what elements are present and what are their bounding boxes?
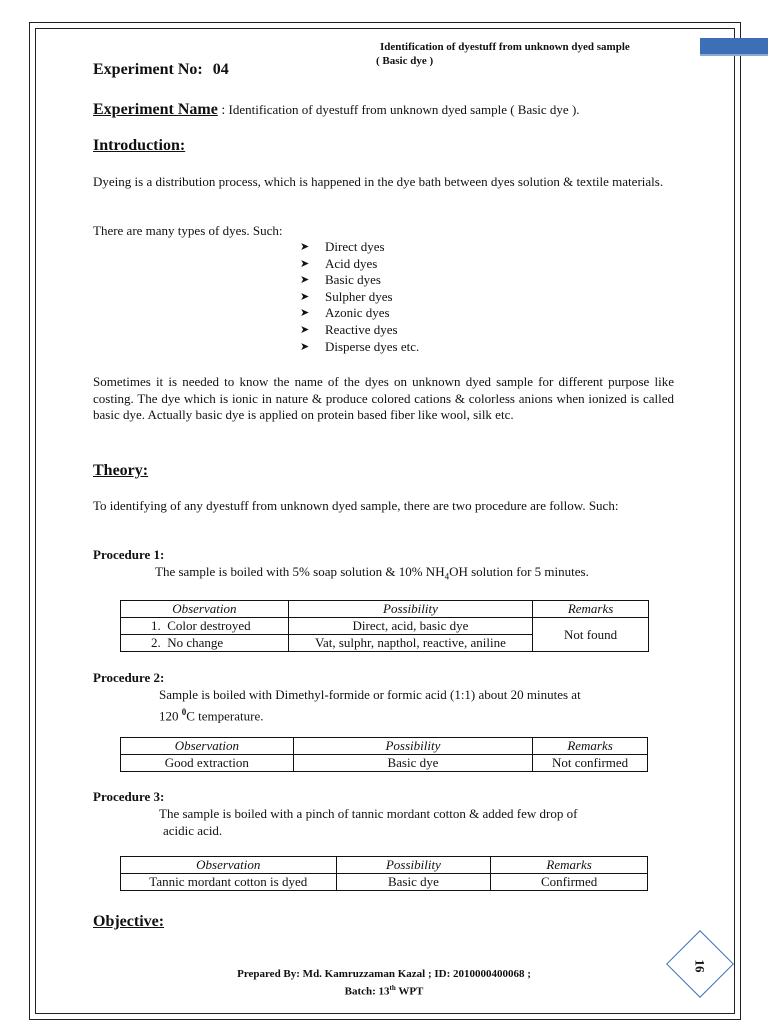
experiment-number-label: Experiment No: [93, 61, 203, 78]
possibility-cell: Direct, acid, basic dye [288, 618, 532, 635]
list-item [300, 272, 419, 289]
row-number: 2. [151, 635, 161, 650]
table-row [121, 874, 648, 891]
remarks-cell: Not confirmed [533, 755, 648, 772]
introduction-paragraph-2: There are many types of dyes. Such: [93, 223, 283, 238]
dye-types-list [300, 239, 419, 355]
procedure-3-line-2: acidic acid. [163, 823, 223, 838]
table-row [121, 618, 649, 635]
procedure-2-line-2b: C temperature. [186, 708, 264, 724]
theory-heading: Theory: [93, 462, 149, 479]
footer-batch-b: WPT [395, 985, 424, 996]
introduction-paragraph-3: Sometimes it is needed to know the name of the dyes on unknown dyed sample for different purpose like costing. The dye which is ionic in nature & produce colored cations & colorless anions when ionized is called basic dye. Actually basic dye is applied on protein based fiber like wool, silk etc. [93, 374, 674, 422]
observation-cell: Good extraction [121, 755, 294, 772]
dye-type-label: Sulpher dyes [325, 288, 393, 304]
running-header-line2: ( Basic dye ) [376, 55, 434, 67]
experiment-number-value: 04 [212, 61, 229, 78]
procedure-2-table [120, 737, 648, 772]
footer-batch [0, 984, 768, 996]
procedure-3-heading: Procedure 3: [93, 789, 165, 804]
procedure-2-line-1: Sample is boiled with Dimethyl-formide or formic acid (1:1) about 20 minutes at [159, 687, 581, 702]
table-row [121, 755, 648, 772]
introduction-paragraph-1: Dyeing is a distribution process, which is happened in the dye bath between dyes solution & textile materials. [93, 174, 664, 189]
footer-prepared-by: Prepared By: Md. Kamruzzaman Kazal ; ID: 2010000400068 ; [237, 968, 531, 980]
experiment-name-sep: : [217, 103, 226, 118]
column-header-observation: Observation [121, 601, 289, 618]
possibility-cell: Basic dye [293, 755, 532, 772]
procedure-2-superscript: 0 [181, 707, 187, 717]
header-accent-line [700, 54, 768, 56]
row-number: 1. [151, 618, 161, 633]
column-header-possibility: Possibility [336, 857, 491, 874]
objective-heading: Objective: [93, 913, 165, 930]
observation-cell [121, 618, 289, 635]
running-header [376, 40, 700, 68]
experiment-name [93, 101, 580, 119]
procedure-1-heading: Procedure 1: [93, 547, 165, 562]
column-header-observation: Observation [121, 738, 294, 755]
page-number: 16 [692, 959, 708, 973]
table-header-row [121, 601, 649, 618]
experiment-name-value: Identification of dyestuff from unknown dyed sample ( Basic dye ). [225, 102, 580, 117]
dye-type-label: Azonic dyes [325, 305, 390, 321]
arrow-bullet-icon: ➤ [300, 307, 310, 320]
procedure-1-subscript: 4 [444, 571, 450, 582]
table-header-row [121, 857, 648, 874]
table-header-row [121, 738, 648, 755]
list-item [300, 305, 419, 322]
observation-text: Color destroyed [167, 618, 251, 633]
list-item [300, 289, 419, 306]
arrow-bullet-icon: ➤ [300, 274, 310, 287]
column-header-remarks: Remarks [533, 738, 648, 755]
procedure-1-text [155, 564, 589, 585]
list-item [300, 322, 419, 339]
observation-cell: Tannic mordant cotton is dyed [121, 874, 337, 891]
dye-type-label: Disperse dyes etc. [325, 338, 420, 354]
procedure-1-text-a: The sample is boiled with 5% soap solution & 10% NH [155, 564, 445, 579]
arrow-bullet-icon: ➤ [300, 241, 310, 253]
procedure-1-text-b: OH solution for 5 minutes. [449, 564, 589, 579]
procedure-3-line-1: The sample is boiled with a pinch of tannic mordant cotton & added few drop of [159, 806, 578, 821]
procedure-2-line-2a: 120 [159, 708, 182, 724]
procedure-1-table [120, 600, 649, 652]
procedure-2-heading: Procedure 2: [93, 670, 165, 685]
remarks-cell: Not found [533, 618, 649, 652]
arrow-bullet-icon: ➤ [300, 340, 310, 353]
observation-text: No change [167, 635, 224, 650]
observation-cell [121, 635, 289, 652]
list-item [300, 256, 419, 273]
dye-type-label: Basic dyes [325, 272, 381, 288]
experiment-number [93, 61, 229, 79]
arrow-bullet-icon: ➤ [300, 257, 310, 270]
dye-type-label: Acid dyes [325, 255, 378, 271]
list-item [300, 239, 419, 256]
introduction-heading: Introduction: [93, 137, 186, 154]
arrow-bullet-icon: ➤ [300, 290, 310, 303]
possibility-cell: Vat, sulphr, napthol, reactive, aniline [288, 635, 532, 652]
footer-batch-a: Batch: 13 [344, 985, 390, 996]
remarks-cell: Confirmed [491, 874, 648, 891]
dye-type-label: Direct dyes [325, 239, 385, 254]
procedure-3-table [120, 856, 648, 891]
arrow-bullet-icon: ➤ [300, 323, 310, 336]
column-header-possibility: Possibility [293, 738, 532, 755]
experiment-name-label: Experiment Name [93, 101, 218, 118]
list-item [300, 339, 419, 356]
column-header-remarks: Remarks [533, 601, 649, 618]
column-header-possibility: Possibility [288, 601, 532, 618]
column-header-remarks: Remarks [491, 857, 648, 874]
procedure-2-line-2 [159, 704, 264, 725]
theory-paragraph: To identifying of any dyestuff from unknown dyed sample, there are two procedure are follow. Such: [93, 498, 619, 513]
running-header-line1: Identification of dyestuff from unknown dyed sample [380, 41, 630, 53]
header-accent-bar [700, 38, 768, 54]
column-header-observation: Observation [121, 857, 337, 874]
footer-batch-sup: th [389, 984, 396, 992]
dye-type-label: Reactive dyes [325, 321, 398, 337]
possibility-cell: Basic dye [336, 874, 491, 891]
